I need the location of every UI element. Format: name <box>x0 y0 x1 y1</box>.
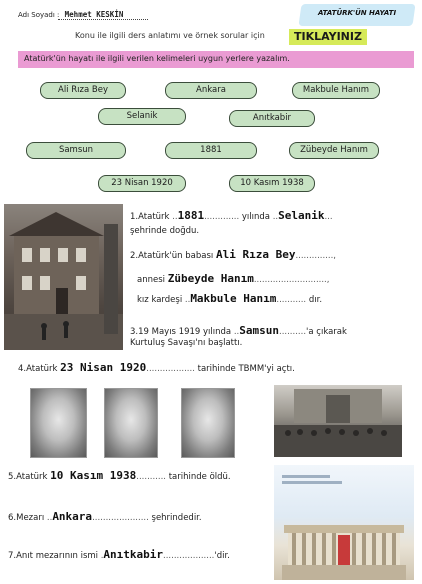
q3-dots-a: .. <box>233 327 240 337</box>
q1-dots-b: ............. <box>204 212 240 222</box>
q4-dots: .................. <box>146 364 195 374</box>
question-7 <box>8 548 230 561</box>
question-2-line1 <box>130 248 336 261</box>
ataturk-portrait <box>30 388 87 458</box>
q1-dots-a: .. <box>172 212 178 222</box>
question-5 <box>8 469 231 482</box>
instruction-text: Atatürk'ün hayatı ile ilgili verilen kelimeleri uygun yerlere yazalım. <box>24 54 290 63</box>
q3-answer-city[interactable]: Samsun <box>239 324 279 337</box>
q1-dots-c: .. <box>272 212 279 222</box>
info-text: Konu ile ilgili ders anlatımı ve örnek sorular için <box>75 31 265 40</box>
q7-text-a: 7.Anıt mezarının ismi <box>8 551 99 561</box>
click-button[interactable]: TIKLAYINIZ <box>294 30 362 43</box>
anitkabir-illustration <box>274 465 414 580</box>
word-pill-23-nisan-1920: 23 Nisan 1920 <box>98 175 186 192</box>
question-6 <box>8 510 202 523</box>
name-row <box>18 10 123 19</box>
q3-text-b: 'a çıkarak <box>306 327 347 337</box>
tbmm-photo <box>274 385 402 457</box>
q6-answer-city[interactable]: Ankara <box>52 510 93 523</box>
q3-dots-b: .......... <box>279 327 307 337</box>
q4-answer-date[interactable]: 23 Nisan 1920 <box>60 361 147 374</box>
q6-text-a: 6.Mezarı <box>8 513 45 523</box>
word-pill-ankara: Ankara <box>165 82 257 99</box>
q1-dots-d: ... <box>324 212 333 222</box>
page-title: ATATÜRK'ÜN HAYATI <box>317 9 397 17</box>
q2-dots-a: .............., <box>295 251 336 261</box>
word-pill-makbule-hanim: Makbule Hanım <box>292 82 380 99</box>
q2-dots-d: ........... <box>276 295 307 305</box>
anitkabir-photo <box>274 465 414 580</box>
q6-dots-a: .. <box>46 513 53 523</box>
q5-text-b: tarihinde öldü. <box>168 472 231 482</box>
q7-answer-monument[interactable]: Anıtkabir <box>103 548 164 561</box>
tbmm-illustration <box>274 385 402 457</box>
name-label: Adı Soyadı : <box>18 11 60 19</box>
q2-answer-mother[interactable]: Zübeyde Hanım <box>167 272 254 285</box>
q5-answer-date[interactable]: 10 Kasım 1938 <box>50 469 137 482</box>
question-2-line2 <box>137 272 329 285</box>
q4-text-b: tarihinde TBMM'yi açtı. <box>197 364 295 374</box>
word-pill-1881: 1881 <box>165 142 257 159</box>
house-illustration <box>4 204 123 350</box>
q3-text-a: 3.19 Mayıs 1919 yılında <box>130 327 232 337</box>
q5-dots: ........... <box>136 472 166 482</box>
q7-dots-b: ................... <box>163 551 215 561</box>
q2-text-b: annesi <box>137 275 166 285</box>
q1-text-b: yılında <box>241 212 271 222</box>
word-pill-10-kasim-1938: 10 Kasım 1938 <box>229 175 315 192</box>
question-1-line1 <box>130 209 333 222</box>
q6-dots-b: ..................... <box>92 513 149 523</box>
birth-house-photo <box>4 204 123 350</box>
q1-text-a: 1.Atatürk <box>130 212 170 222</box>
q7-text-b: 'dir. <box>214 551 230 561</box>
q1-answer-city[interactable]: Selanik <box>278 209 325 222</box>
q5-text-a: 5.Atatürk <box>8 472 48 482</box>
word-pill-selanik: Selanik <box>98 108 186 125</box>
zubeyde-hanim-portrait <box>104 388 158 458</box>
q6-text-b: şehrindedir. <box>151 513 202 523</box>
word-pill-samsun: Samsun <box>26 142 126 159</box>
word-pill-zubeyde-hanim: Zübeyde Hanım <box>289 142 379 159</box>
q2-text-a: 2.Atatürk'ün babası <box>130 251 214 261</box>
q4-text-a: 4.Atatürk <box>18 364 58 374</box>
q7-dots-a: . <box>100 551 104 561</box>
name-underline <box>58 19 148 20</box>
word-pill-ali-riza-bey: Ali Rıza Bey <box>40 82 126 99</box>
question-1-line2: şehrinde doğdu. <box>130 226 200 236</box>
q2-text-c: kız kardeşi <box>137 295 183 305</box>
question-4 <box>18 361 295 374</box>
word-pill-anitkabir: Anıtkabir <box>229 110 315 127</box>
name-value: Mehmet KESKİN <box>64 10 124 19</box>
q2-text-d: dır. <box>308 295 323 305</box>
q2-answer-father[interactable]: Ali Rıza Bey <box>215 248 296 261</box>
q1-answer-year[interactable]: 1881 <box>177 209 205 222</box>
question-2-line3 <box>137 292 322 305</box>
makbule-hanim-portrait <box>181 388 235 458</box>
question-3-line1 <box>130 324 347 337</box>
q2-dots-b: ..........................., <box>253 275 330 285</box>
q2-answer-sister[interactable]: Makbule Hanım <box>190 292 277 305</box>
question-3-line2: Kurtuluş Savaşı'nı başlattı. <box>130 338 243 348</box>
q2-dots-c: .. <box>184 295 191 305</box>
